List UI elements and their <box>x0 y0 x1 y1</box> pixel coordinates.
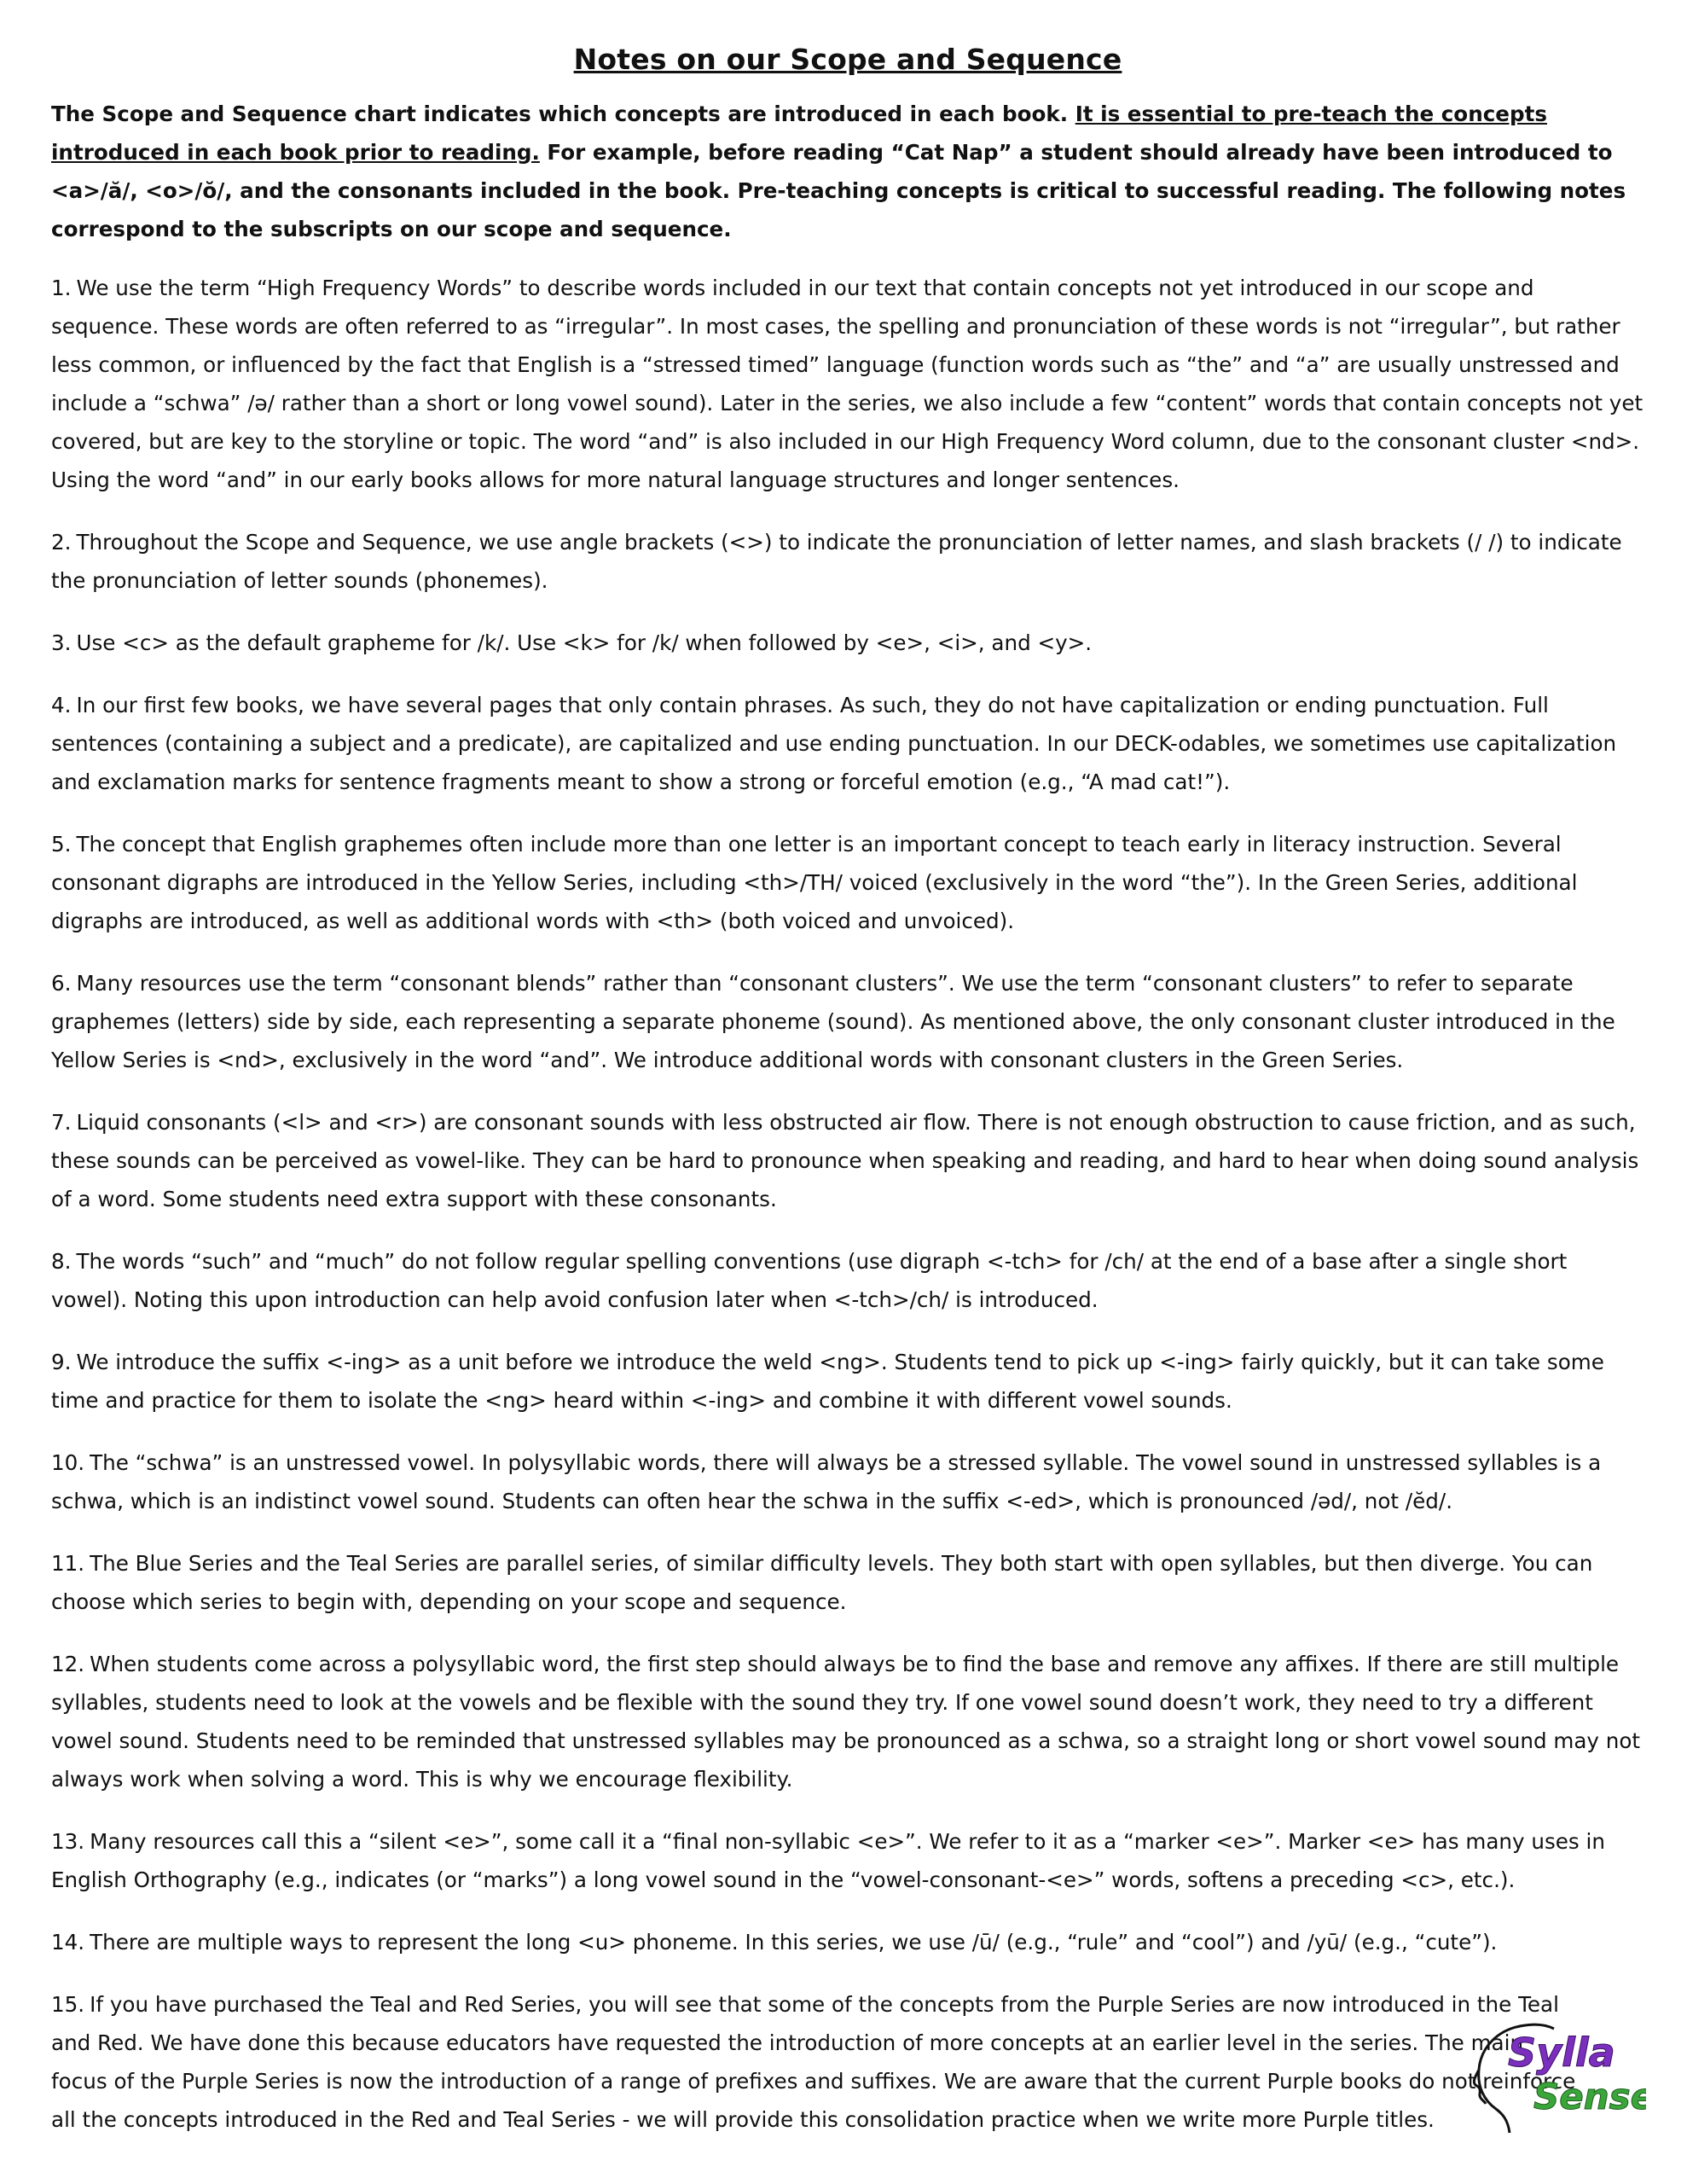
intro-text-2: For example, before reading “Cat Nap” a student should already have been introduced to <a>/ă/, <o>/ŏ/, and the consonants included in the book. Pre-teaching concepts is critical to successful reading. The following notes correspond to the subscripts on our scope and sequence. <box>51 140 1626 241</box>
note-item <box>51 1985 1578 2139</box>
note-number: 6. <box>51 971 72 996</box>
note-item <box>51 1645 1644 1798</box>
note-number: 1. <box>51 276 72 300</box>
note-number: 14. <box>51 1930 85 1955</box>
note-item <box>51 1103 1644 1218</box>
note-text: When students come across a polysyllabic word, the first step should always be to find the base and remove any affixes. If there are still multiple syllables, students need to look at the vowels and be flexible with the sound they try. If one vowel sound doesn’t work, they need to try a different vowel sound. Students need to be reminded that unstressed syllables may be pronounced as a schwa, so a straight long or short vowel sound may not always work when solving a word. This is why we encourage flexibility. <box>51 1652 1641 1792</box>
note-number: 7. <box>51 1110 72 1135</box>
note-number: 4. <box>51 693 72 717</box>
note-item <box>51 1822 1644 1899</box>
note-text: The words “such” and “much” do not follow regular spelling conventions (use digraph <-tch> for /ch/ at the end of a base after a single short vowel). Noting this upon introduction can help avoid confusion later when <-tch>/ch/ is introduced. <box>51 1249 1568 1312</box>
note-item <box>51 1923 1644 1961</box>
logo-line2: Sense <box>1533 2076 1646 2117</box>
note-number: 15. <box>51 1992 85 2017</box>
note-number: 10. <box>51 1450 85 1475</box>
note-number: 11. <box>51 1551 85 1576</box>
note-text: The “schwa” is an unstressed vowel. In polysyllabic words, there will always be a stressed syllable. The vowel sound in unstressed syllables is a schwa, which is an indistinct vowel sound. Students can often hear the schwa in the suffix <-ed>, which is pronounced /əd/, not /ĕd/. <box>51 1450 1602 1513</box>
note-item <box>51 1242 1644 1319</box>
note-item <box>51 1343 1644 1420</box>
note-text: The Blue Series and the Teal Series are parallel series, of similar difficulty levels. They both start with open syllables, but then diverge. You can choose which series to begin with, depending on your scope and sequence. <box>51 1551 1593 1614</box>
note-number: 3. <box>51 630 72 655</box>
note-text: Throughout the Scope and Sequence, we use angle brackets (<>) to indicate the pronunciation of letter names, and slash brackets (/ /) to indicate the pronunciation of letter sounds (phonemes). <box>51 530 1622 593</box>
note-text: Many resources call this a “silent <e>”, some call it a “final non-syllabic <e>”. We refer to it as a “marker <e>”. Marker <e> has many uses in English Orthography (e.g., indicates (or “marks”) a long vowel sound in the “vowel-consonant-<e>” words, softens a preceding <c>, etc.). <box>51 1829 1605 1892</box>
note-item <box>51 269 1644 499</box>
note-item <box>51 964 1644 1079</box>
note-number: 8. <box>51 1249 72 1274</box>
logo-line1: Sylla <box>1508 2030 1615 2076</box>
note-text: Many resources use the term “consonant blends” rather than “consonant clusters”. We use the term “consonant clusters” to refer to separate graphemes (letters) side by side, each representing a separate phoneme (sound). As mentioned above, the only consonant cluster introduced in the Yellow Series is <nd>, exclusively in the word “and”. We introduce additional words with consonant clusters in the Green Series. <box>51 971 1615 1072</box>
intro-underlined-text: It is essential to pre-teach the concepts introduced in each book prior to reading. <box>51 102 1547 165</box>
note-item <box>51 1443 1644 1520</box>
note-text: In our first few books, we have several pages that only contain phrases. As such, they do not have capitalization or ending punctuation. Full sentences (containing a subject and a predicate), are capitalized and use ending punctuation. In our DECK-odables, we sometimes use capitalization and exclamation marks for sentence fragments meant to show a strong or forceful emotion (e.g., “A mad cat!”). <box>51 693 1617 794</box>
note-number: 5. <box>51 832 72 857</box>
note-number: 9. <box>51 1350 72 1374</box>
note-item <box>51 825 1644 940</box>
note-text: There are multiple ways to represent the long <u> phoneme. In this series, we use /ū/ (e.g., “rule” and “cool”) and /yū/ (e.g., “cute”). <box>90 1930 1498 1955</box>
note-text: If you have purchased the Teal and Red Series, you will see that some of the concepts from the Purple Series are now introduced in the Teal and Red. We have done this because educators have requested the introduction of more concepts at an earlier level in the series. The main focus of the Purple Series is now the introduction of a range of prefixes and suffixes. We are aware that the current Purple books do not reinforce all the concepts introduced in the Red and Teal Series - we will provide this consolidation practice when we write more Purple titles. <box>51 1992 1576 2132</box>
note-text: We introduce the suffix <-ing> as a unit before we introduce the weld <ng>. Students tend to pick up <-ing> fairly quickly, but it can take some time and practice for them to isolate the <ng> heard within <-ing> and combine it with different vowel sounds. <box>51 1350 1604 1413</box>
note-number: 13. <box>51 1829 85 1854</box>
note-item <box>51 686 1644 801</box>
syllasense-logo <box>1458 2013 1646 2141</box>
page-title: Notes on our Scope and Sequence <box>573 43 1122 76</box>
intro-paragraph <box>51 95 1644 248</box>
head-profile-icon <box>1458 2013 1646 2141</box>
note-item <box>51 523 1644 600</box>
intro-text-1: The Scope and Sequence chart indicates which concepts are introduced in each book. <box>51 102 1075 126</box>
note-item <box>51 624 1644 662</box>
note-text: Liquid consonants (<l> and <r>) are consonant sounds with less obstructed air flow. There is not enough obstruction to cause friction, and as such, these sounds can be perceived as vowel-like. They can be hard to pronounce when speaking and reading, and hard to hear when doing sound analysis of a word. Some students need extra support with these consonants. <box>51 1110 1639 1211</box>
note-text: Use <c> as the default grapheme for /k/. Use <k> for /k/ when followed by <e>, <i>, and <y>. <box>76 630 1093 655</box>
note-number: 12. <box>51 1652 85 1676</box>
document-page <box>51 43 1644 2163</box>
note-number: 2. <box>51 530 72 555</box>
note-text: The concept that English graphemes often include more than one letter is an important concept to teach early in literacy instruction. Several consonant digraphs are introduced in the Yellow Series, including <th>/TH/ voiced (exclusively in the word “the”). In the Green Series, additional digraphs are introduced, as well as additional words with <th> (both voiced and unvoiced). <box>51 832 1578 933</box>
note-item <box>51 1544 1644 1621</box>
notes-list <box>51 269 1644 2139</box>
note-text: We use the term “High Frequency Words” to describe words included in our text that contain concepts not yet introduced in our scope and sequence. These words are often referred to as “irregular”. In most cases, the spelling and pronunciation of these words is not “irregular”, but rather less common, or influenced by the fact that English is a “stressed timed” language (function words such as “the” and “a” are usually unstressed and include a “schwa” /ə/ rather than a short or long vowel sound). Later in the series, we also include a few “content” words that contain concepts not yet covered, but are key to the storyline or topic. The word “and” is also included in our High Frequency Word column, due to the consonant cluster <nd>. Using the word “and” in our early books allows for more natural language structures and longer sentences. <box>51 276 1644 492</box>
